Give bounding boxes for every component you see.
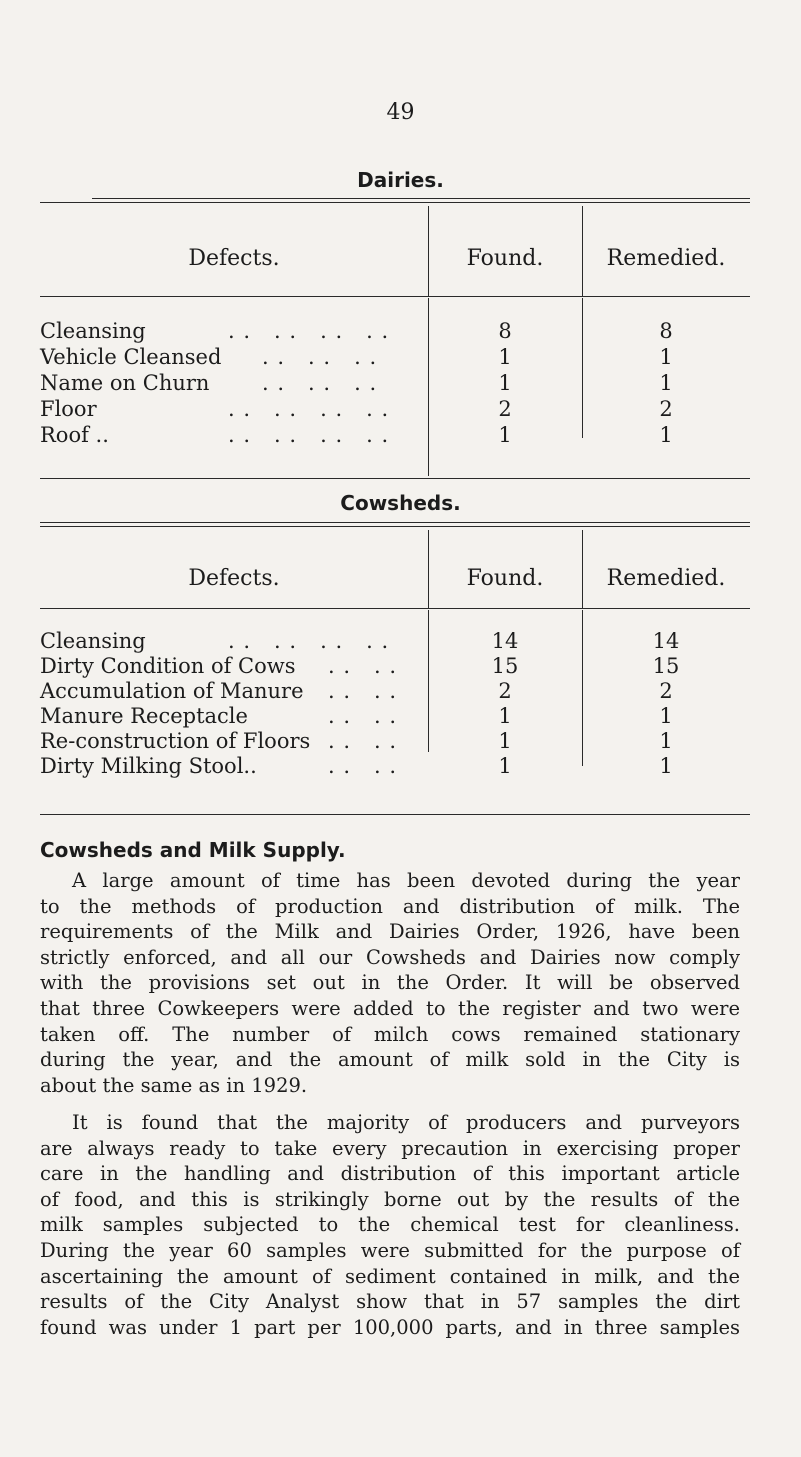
dairies-header-remedied: Remedied. [606,246,726,271]
found-value: 15 [491,654,519,678]
cowsheds-header-defects: Defects. [188,566,280,591]
paragraph-line: are always ready to take every precaution in exercising proper [40,1136,740,1160]
dairies-top-rule-inner [40,202,750,203]
cowsheds-header-rule [40,608,750,609]
remedied-value: 1 [659,345,673,369]
defect-label: Cleansing [40,319,146,343]
leader-dots: . . . . . . . . [228,423,390,447]
found-value: 1 [498,754,512,778]
paragraph-line: with the provisions set out in the Order. It will be observed [40,971,740,995]
leader-dots: . . . . [328,704,398,728]
leader-dots: . . . . . . [262,345,378,369]
paragraph-line: to the methods of production and distribution of milk. The [40,894,740,918]
milk-supply-paragraph-1 [40,868,740,1098]
paragraph-line: found was under 1 part per 100,000 parts, and in three samples [40,1315,740,1339]
paragraph-line: during the year, and the amount of milk sold in the City is [40,1048,740,1072]
table-row [0,396,801,422]
defect-label: Cleansing [40,629,146,653]
paragraph-line: ascertaining the amount of sediment contained in milk, and the [40,1264,740,1288]
table-row [0,753,801,779]
dairies-heading: Dairies. [357,168,444,192]
defect-label: Roof .. [40,423,109,447]
table-row [0,703,801,729]
defect-label: Vehicle Cleansed [40,345,222,369]
page-number: 49 [386,100,415,125]
remedied-value: 1 [659,704,673,728]
table-row [0,422,801,448]
table-row [0,678,801,704]
cowsheds-top-rule-inner [40,526,750,527]
found-value: 1 [498,704,512,728]
remedied-value: 2 [659,679,673,703]
dairies-header-found: Found. [466,246,544,271]
paragraph-line: During the year 60 samples were submitted for the purpose of [40,1238,740,1262]
table-row [0,628,801,654]
paragraph-line: It is found that the majority of producers and purveyors [72,1111,740,1134]
cowsheds-header-found: Found. [466,566,544,591]
found-value: 8 [498,319,512,343]
dairies-header-rule [40,296,750,297]
remedied-value: 15 [652,654,680,678]
remedied-value: 1 [659,729,673,753]
paragraph-line: taken off. The number of milch cows remained stationary [40,1022,740,1046]
paragraph-line: about the same as in 1929. [40,1073,308,1097]
remedied-value: 1 [659,423,673,447]
leader-dots: . . . . [328,729,398,753]
paragraph-line: requirements of the Milk and Dairies Order, 1926, have been [40,920,740,944]
dairies-top-rule [92,198,750,199]
found-value: 2 [498,679,512,703]
dairies-bottom-rule [40,478,750,479]
leader-dots: . . . . . . . . [228,629,390,653]
leader-dots: . . . . [328,679,398,703]
found-value: 14 [491,629,519,653]
leader-dots: . . . . . . [262,371,378,395]
table-row [0,728,801,754]
defect-label: Name on Churn [40,371,210,395]
paragraph-line: care in the handling and distribution of this important article [40,1162,740,1186]
paragraph-line: of food, and this is strikingly borne out by the results of the [40,1187,740,1211]
paragraph-line: results of the City Analyst show that in 57 samples the dirt [40,1290,740,1314]
found-value: 2 [498,397,512,421]
cowsheds-heading: Cowsheds. [340,491,461,515]
paragraph-line: that three Cowkeepers were added to the register and two were [40,996,740,1020]
table-row [0,344,801,370]
defect-label: Floor [40,397,97,421]
cowsheds-bottom-rule [40,814,750,815]
remedied-value: 2 [659,397,673,421]
paragraph-line: strictly enforced, and all our Cowsheds and Dairies now comply [40,945,740,969]
milk-supply-paragraph-2 [40,1110,740,1340]
found-value: 1 [498,423,512,447]
milk-supply-heading: Cowsheds and Milk Supply. [40,838,346,862]
found-value: 1 [498,371,512,395]
leader-dots: . . . . . . . . [228,397,390,421]
leader-dots: . . . . . . . . [228,319,390,343]
table-row [0,653,801,679]
leader-dots: . . . . [328,754,398,778]
table-row [0,318,801,344]
cowsheds-header-remedied: Remedied. [606,566,726,591]
defect-label: Re-construction of Floors [40,729,311,753]
remedied-value: 1 [659,371,673,395]
defect-label: Manure Receptacle [40,704,248,728]
remedied-value: 1 [659,754,673,778]
defect-label: Accumulation of Manure [40,679,304,703]
cowsheds-top-rule [40,522,750,523]
defect-label: Dirty Milking Stool.. [40,754,257,778]
found-value: 1 [498,345,512,369]
dairies-header-defects: Defects. [188,246,280,271]
leader-dots: . . . . [328,654,398,678]
table-row [0,370,801,396]
found-value: 1 [498,729,512,753]
defect-label: Dirty Condition of Cows [40,654,296,678]
remedied-value: 8 [659,319,673,343]
paragraph-line: milk samples subjected to the chemical test for cleanliness. [40,1213,740,1237]
remedied-value: 14 [652,629,680,653]
paragraph-line: A large amount of time has been devoted during the year [72,869,740,892]
